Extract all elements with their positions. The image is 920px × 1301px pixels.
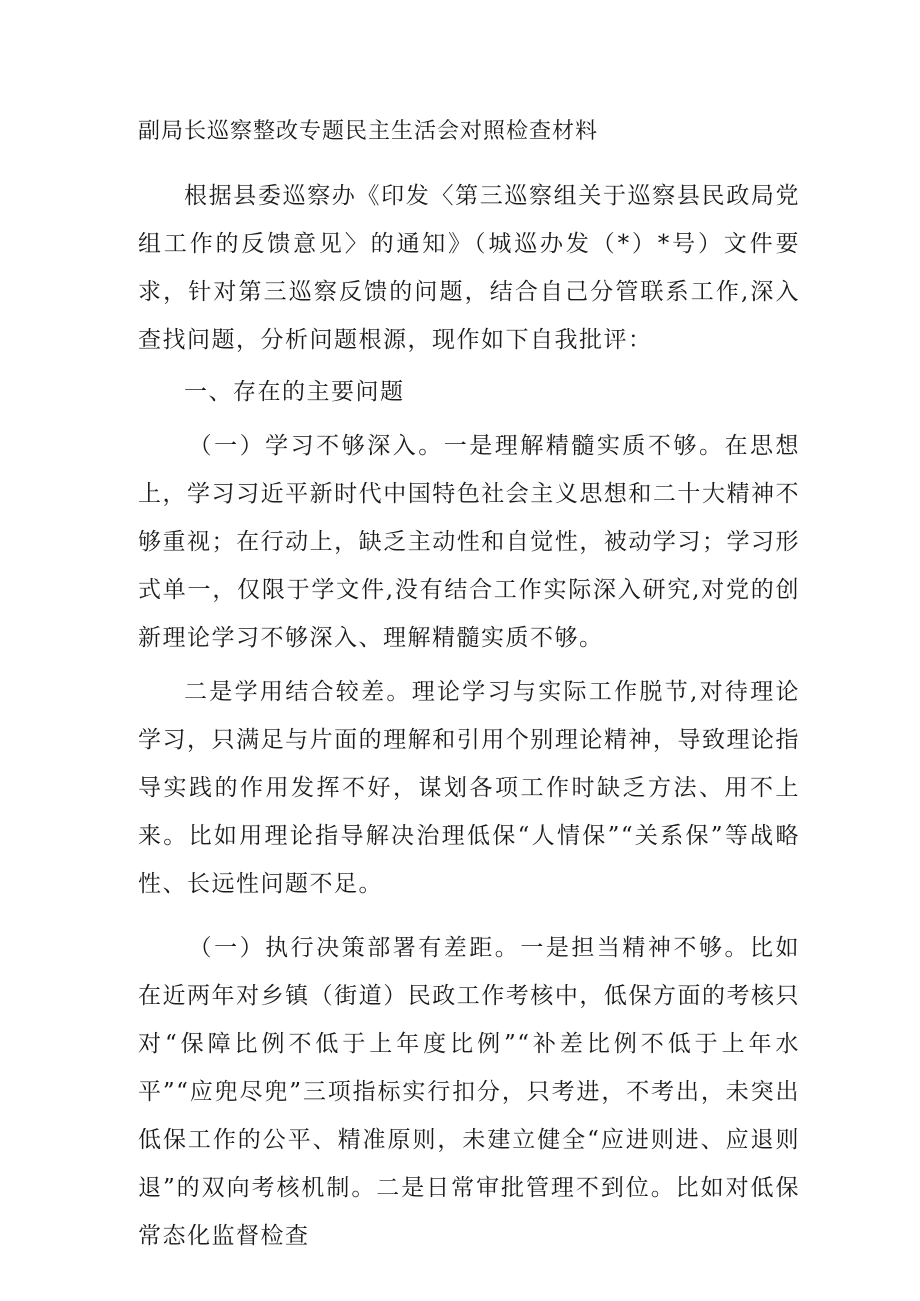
intro-paragraph: 根据县委巡察办《印发〈第三巡察组关于巡察县民政局党组工作的反馈意见〉的通知》（城巡办发（*）*号）文件要求，针对第三巡察反馈的问题，结合自己分管联系工作,深入查找问题，分析问题根源，现作如下自我批评： xyxy=(138,183,800,353)
paragraph-decision-execution: （一）执行决策部署有差距。一是担当精神不够。比如在近两年对乡镇（街道）民政工作考核中，低保方面的考核只对“保障比例不低于上年度比例”“补差比例不低于上年水平”“应兜尽兜”三项指标实行扣分，只考进，不考出，未突出低保工作的公平、精准原则，未建立健全“应进则进、应退则退”的双向考核机制。二是日常审批管理不到位。比如对低保常态化监督检查 xyxy=(138,935,800,1249)
paragraph-study-depth: （一）学习不够深入。一是理解精髓实质不够。在思想上，学习习近平新时代中国特色社会主义思想和二十大精神不够重视；在行动上，缺乏主动性和自觉性，被动学习；学习形式单一，仅限于学文件,没有结合工作实际深入研究,对党的创新理论学习不够深入、理解精髓实质不够。 xyxy=(138,433,800,651)
section-heading: 一、存在的主要问题 xyxy=(184,379,405,405)
document-title: 副局长巡察整改专题民主生活会对照检查材料 xyxy=(138,119,599,144)
paragraph-theory-practice: 二是学用结合较差。理论学习与实际工作脱节,对待理论学习，只满足与片面的理解和引用个别理论精神，导致理论指导实践的作用发挥不好，谋划各项工作时缺乏方法、用不上来。比如用理论指导解决治理低保“人情保”“关系保”等战略性、长远性问题不足。 xyxy=(138,679,800,897)
